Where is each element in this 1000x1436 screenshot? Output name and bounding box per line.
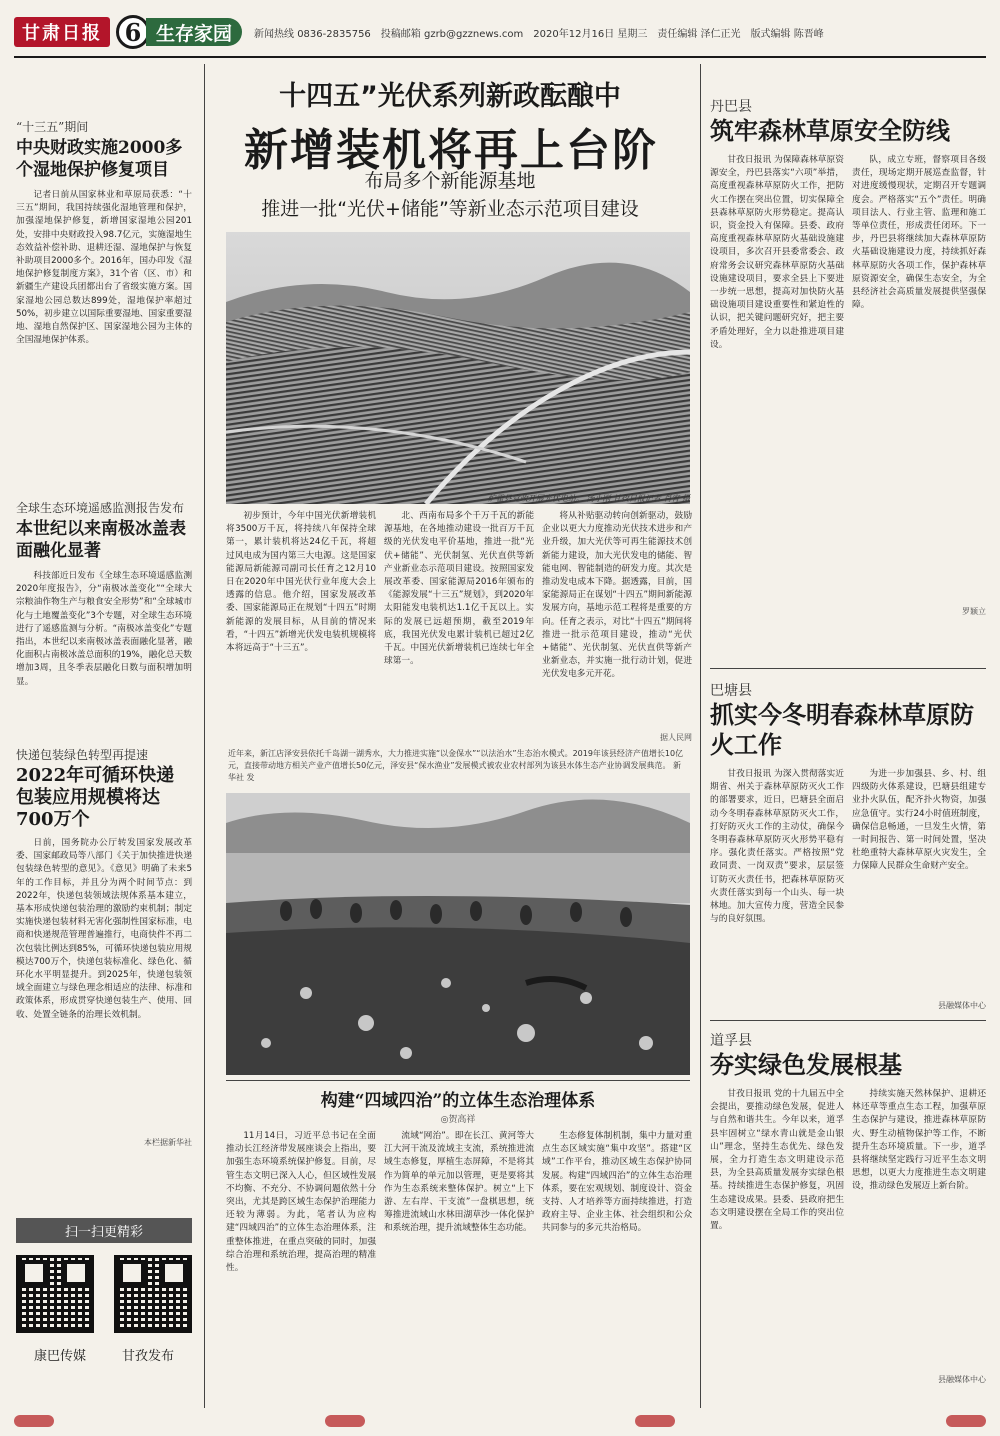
left-column [16, 118, 192, 1148]
article-column: 为进一步加强县、乡、村、组四级防火体系建设，巴塘县组建专业扑火队伍，配齐扑火物资，加强应急值守。实行24小时值班制度，确保信息畅通，一旦发生火情，第一时间报告、第一时间处置，坚决杜绝重特大森林草原火灾发生，全力保障人民群众生命财产安全。 [852, 769, 986, 872]
sub-article-byline: ◎贺高祥 [440, 1115, 476, 1125]
footer-band [14, 1414, 986, 1428]
solar-field-illustration [226, 232, 690, 504]
qr-code-ganzi[interactable] [114, 1255, 192, 1333]
article-column: 生态修复体制机制，集中力量对重点生态区域实施“集中攻坚”。搭建“区域”工作平台，推动区域生态保护协同发展。构建“四域四治”的立体生态治理体系，要在宏观规划、制度设计、资金支持、人才培养等方面持续推进，打造政府主导、企业主体、社会组织和公众共同参与的多元共治格局。 [542, 1131, 692, 1234]
divider-sub-article [226, 1080, 690, 1081]
article-headline: 中央财政实施2000多个湿地保护修复项目 [16, 138, 183, 180]
article-column: 将从补贴驱动转向创新驱动，鼓励企业以更大力度推动光伏技术进步和产业升级，加大光伏等可再生能源技术创新能力建设，加大光伏发电的储能、智能电网、智能制造的研发力度。其次是推动发电成本下降。据透露，目前，国家能源局正在谋划“十四五”期间新能源发展方向，基地示范工程将是重要的方向。任育之表示，对比“十四五”期间将推进一批示范项目建设，推动“光伏+储能”、光伏制氢、光伏直供等新产业新业态，并实施一批行动计划，促进光伏发电多元开花。 [542, 511, 692, 680]
qr-title: 扫一扫更精彩 [16, 1218, 192, 1243]
article-headline: 筑牢森林草原安全防线 [710, 116, 950, 145]
solar-field-photo [226, 232, 690, 504]
main-subheadline: 推进一批“光伏+储能”等新业态示范项目建设 [261, 198, 639, 220]
article-column: 北、西南布局多个千万千瓦的新能源基地，在各地推动建设一批百万千瓦级的光伏发电平价基地，推进一批“光伏+储能”、光伏制氢、光伏直供等新产业新业态示范项目建设。按照国家发展改革委、国家能源局2016年颁布的《能源发展“十三五”规划》，到2020年太阳能发电装机达1.1亿千瓦以上。实际的发展已远超预期，截至2019年底，我国光伏发电累计装机已超过2亿千瓦。中国光伏新增装机已连续七年全球第一。 [384, 511, 534, 667]
article-kicker: 巴塘县 [710, 683, 752, 699]
article-column: 持续实施天然林保护、退耕还林还草等重点生态工程，加强草原生态保护与建设，推进森林草原防火、野生动植物保护等工作，不断提升生态环境质量。下一步，道孚县将继续坚定践行习近平生态文明思想，以更大力度推进生态文明建设，推动绿色发展迈上新台阶。 [852, 1089, 986, 1192]
article-column: 队，成立专班，督察项目各级责任，现场定期开展巡查监督，针对进度缓慢现状，定期召开专题调度会。严格落实“五个”责任。明确项目法人、行业主管、监理和施工等单位责任，形成责任闭环。下一步，丹巴县将继续加大森林草原防火基础设施建设力度，持续抓好森林草原防火各项工作，保护森林草原资源安全，确保生态安全，为全县经济社会高质量发展提供坚强保障。 [852, 155, 986, 311]
article-column: 甘孜日报讯 为保障森林草原资源安全，丹巴县落实“六项”举措，高度重视森林草原防火工作，把防火工作摆在突出位置，切实保障全县森林草原防火形势稳定。提高认识，资金投入有保障。县委、政府高度重视森林草原防火基础设施建设项目，多次召开县委常委会、政府常务会议研究森林草原防火基础设施建设项目，要求全县上下要进一步统一思想，提高对加快防火基础设施项目建设重要性和紧迫性的认识，把关键问题研究好，把主要矛盾处理好，全力以赴推进项目建设。 [710, 155, 844, 350]
article-kicker: 丹巴县 [710, 99, 752, 115]
sub-article-headline: 构建“四域四治”的立体生态治理体系 [320, 1091, 596, 1111]
footer-logo-icon [946, 1415, 986, 1427]
article-antarctic [16, 499, 192, 736]
river-illustration [226, 793, 690, 1075]
section-name: 生存家园 [146, 18, 242, 46]
article-byline: 罗颖立 [962, 607, 986, 616]
qr-section [16, 1218, 192, 1408]
page-number: 6 [116, 15, 150, 49]
divider-left [204, 64, 205, 1408]
editor: 责任编辑 泽仁正光 [657, 28, 741, 40]
designer: 版式编辑 陈晋峰 [750, 28, 824, 40]
article-headline: 抓实今冬明春森林草原防火工作 [710, 700, 974, 759]
article-headline: 2022年可循环快递包装应用规模将达700万个 [16, 765, 175, 830]
divider-right-2 [710, 1020, 986, 1021]
qr-code-kangba[interactable] [16, 1255, 94, 1333]
article-danba [710, 96, 986, 620]
hotline: 新闻热线 0836-2835756 [254, 28, 371, 40]
main-article-columns [226, 510, 692, 746]
article-body: 科技部近日发布《全球生态环境遥感监测2020年度报告》，分“南极冰盖变化”“全球大宗粮油作物生产与粮食安全形势”和“全球城市化与土地覆盖变化”3个专题，对全球生态环境进行了遥感监测与分析。“南极冰盖变化”专题指出，本世纪以来南极冰盖表面融化显著，融化面积占南极冰盖总面积的19%，融化总天数增加3周，且冬季表层融化日数与面积增加明显。 [16, 571, 192, 687]
article-body: 记者日前从国家林业和草原局获悉：“十三五”期间，我国持续强化湿地管理和保护，加强湿地保护修复，新增国家湿地公园201处，安排中央财政投入98.7亿元，实施湿地生态效益补偿补助、退耕还湿、湿地保护与恢复补助项目2000多个。2016年，国办印发《湿地保护修复制度方案》，31个省（区、市）和新疆生产建设兵团都出台了省级实施方案。国家湿地公园总数达899处，湿地保护率超过50%，初步建立以国际重要湿地、国家重要湿地、湿地自然保护区、国家湿地公园为主体的全国湿地保护体系。 [16, 190, 192, 346]
article-byline: 县融媒体中心 [938, 1001, 986, 1010]
article-kicker: 快递包装绿色转型再提速 [16, 748, 149, 762]
article-kicker: “十三五”期间 [16, 120, 89, 134]
article-headline: 本世纪以来南极冰盖表面融化显著 [16, 519, 186, 561]
sub-article-columns [226, 1130, 692, 1400]
article-packaging [16, 746, 192, 1148]
article-column: 11月14日，习近平总书记在全面推动长江经济带发展座谈会上指出，要加强生态环境系统保护修复。目前，尽管生态文明已深入人心，但区域性发展不均衡、不充分、不协调问题依然十分突出，尤其是跨区域生态保护治理能力还较为薄弱。为此，笔者认为应构建“四域四治”的立体生态治理体系，注重整体推进，在重点突破的同时，加强综合治理和系统治理，提高治理的精准性。 [226, 1131, 376, 1274]
masthead-info [254, 25, 824, 40]
article-batang [710, 680, 986, 1014]
river-workers-photo [226, 793, 690, 1075]
article-byline: 县融媒体中心 [938, 1375, 986, 1384]
qr-label: 康巴传媒 [33, 1349, 86, 1364]
article-column: 初步预计，今年中国光伏新增装机将3500万千瓦，将持续八年保持全球第一，累计装机将达24亿千瓦，将超过风电成为国内第三大电源。这是国家能源局新能源司副司长任育之12月10日在2020年中国光伏行业年度大会上透露的信息。他介绍，国家发展改革委、国家能源局正在规划“十四五”时期新能源的发展目标，从目前的情况来看，“十四五”新增光伏发电装机规模将本将远高于“十三五”。 [226, 511, 376, 654]
article-column: 流域“网治”。即在长江、黄河等大江大河干流及流域主支流，系统推进流域生态修复，厚植生态屏障，不是将其作为简单的单元加以管理，更是要将其作为生态系统来整体保护。树立“上下游、左右岸、干支流”一盘棋思想，统筹推进流域山水林田湖草沙一体化保护和系统治理，提升流域整体生态功能。 [384, 1131, 534, 1234]
main-kicker: 十四五”光伏系列新政酝酿中 [279, 81, 621, 112]
article-wetland [16, 118, 192, 489]
article-column: 甘孜日报讯 为深入贯彻落实近期省、州关于森林草原防灭火工作的部署要求，近日，巴塘县全面启动今冬明春森林草原防灭火工作，打好防灭火工作的主动仗，确保今冬明春森林草原防灭火形势平稳有序。强化责任落实。严格按照“党政同责、一岗双责”要求，层层签订防灭火责任书，把森林草原防灭火责任落实到每一个山头、每一块林地。加大宣传力度，营造全民参与的良好氛围。 [710, 769, 844, 925]
issue-date: 2020年12月16日 星期三 [533, 28, 648, 40]
article-column: 甘孜日报讯 党的十九届五中全会提出，要推动绿色发展，促进人与自然和谐共生。今年以来，道孚县牢固树立“绿水青山就是金山银山”理念，坚持生态优先、绿色发展，全力打造生态文明建设示范县，为全县高质量发展夯实绿色根基。持续推进生态保护修复，巩固生态建设成果。县委、县政府把生态文明建设摆在全局工作的突出位置。 [710, 1089, 844, 1232]
article-headline: 夯实绿色发展根基 [710, 1050, 902, 1079]
photo-caption: 炉霍县党政开展光伏电站。 汤小刚 甘孜日报记者 肖宵 摄 [487, 494, 690, 503]
photo-caption: 近年来，新江店泽安县依托千岛湖一湖秀水，大力推进实施“以金保水”“以法治水”生态治水模式。2019年该县经济产值增长10亿元，直接带动地方相关产业产值增长50亿元，泽安县“保水渔业”发展模式被农业农村部列为该县水体生态产业协调发展典范。 新华社 发 [228, 749, 684, 782]
masthead-rule [14, 56, 986, 58]
main-subheadline: 布局多个新能源基地 [364, 170, 536, 192]
article-byline: 据人民网 [660, 733, 692, 742]
paper-logo: 甘肃日报 [14, 17, 110, 47]
divider-right-1 [710, 668, 986, 669]
divider-right [700, 64, 701, 1408]
footer-logo-icon [635, 1415, 675, 1427]
article-byline: 本栏据新华社 [144, 1138, 192, 1147]
article-kicker: 全球生态环境遥感监测报告发布 [16, 501, 185, 515]
masthead [14, 10, 986, 54]
email: 投稿邮箱 gzrb@gzznews.com [380, 28, 524, 40]
main-headline: 新增装机将再上台阶 [244, 125, 658, 176]
article-kicker: 道孚县 [710, 1033, 752, 1049]
article-daofu [710, 1030, 986, 1388]
qr-label: 甘孜发布 [121, 1349, 174, 1364]
footer-logo-icon [14, 1415, 54, 1427]
footer-logo-icon [325, 1415, 365, 1427]
article-body: 日前，国务院办公厅转发国家发展改革委、国家邮政局等八部门《关于加快推进快递包装绿色转型的意见》。《意见》明确了未来5年的工作目标，并且分为两个时间节点：到2022年，快递包装领域法规体系基本建立，基本形成快递包装治理的激励约束机制；制定实施快递包装材料无害化强制性国家标准，电商和快递规范管理普遍推行，电商快件不再二次包装比例达到85%，可循环快递包装应用规模达700万个，快递包装标准化、绿色化、循环化水平明显提升。到2025年，快递包装领域全面建立与绿色理念相适应的法律、标准和政策体系，形成贯穿快递包装生产、使用、回收、处置全链条的治理长效机制。 [16, 838, 192, 1020]
